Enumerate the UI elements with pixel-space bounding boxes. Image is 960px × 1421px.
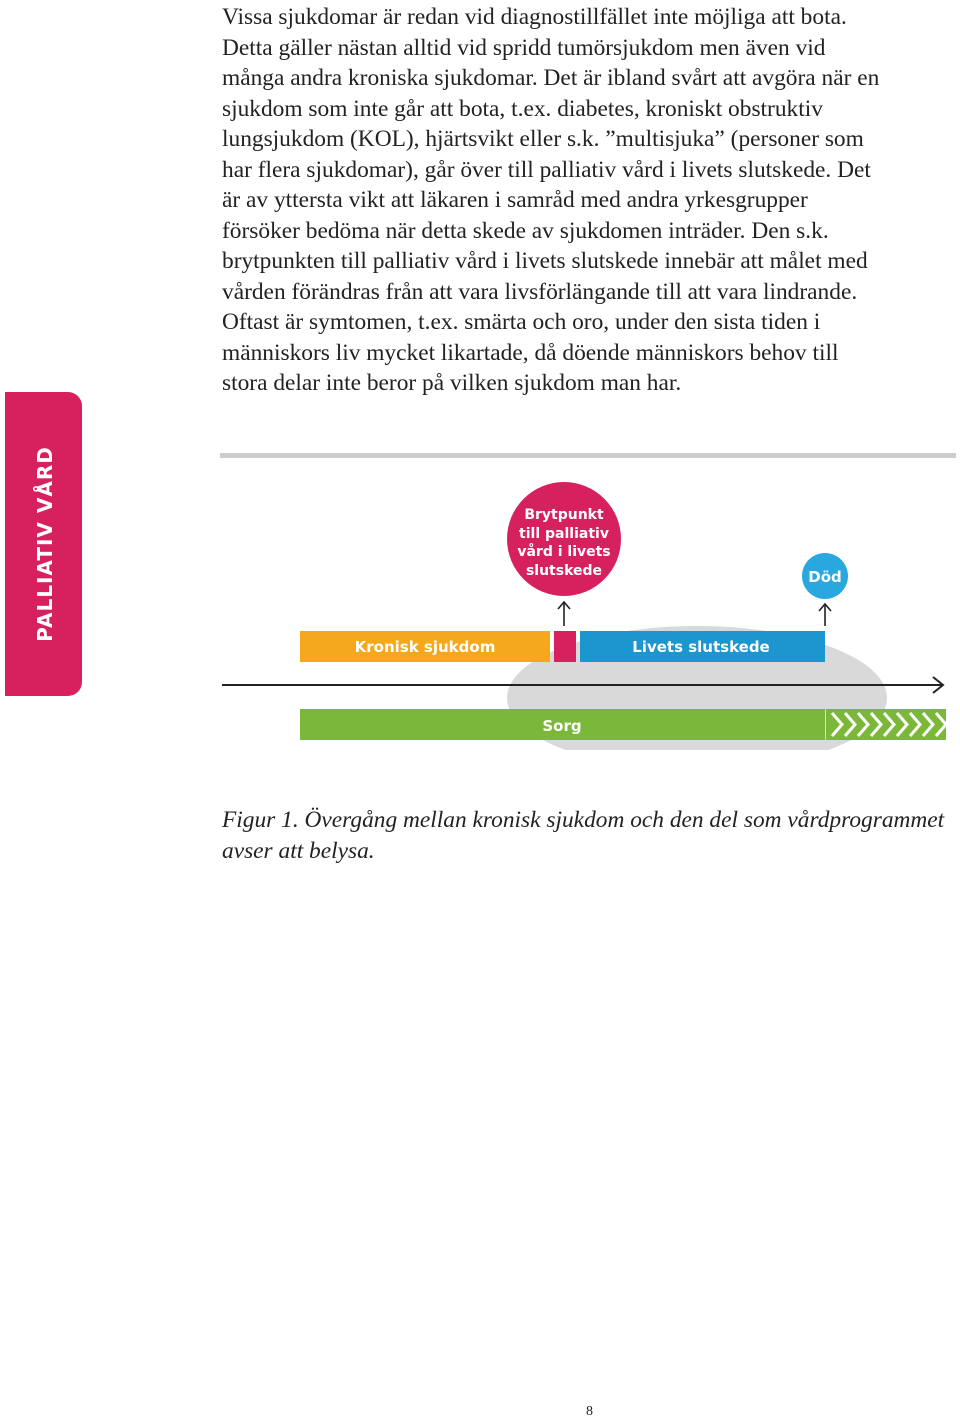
death-label: Död: [808, 568, 842, 586]
body-paragraph: [222, 2, 958, 399]
section-side-tab-label: PALLIATIV VÅRD: [33, 446, 57, 642]
body-line: människors liv mycket likartade, då döende människors behov till: [222, 339, 839, 366]
body-line: vården förändras från att vara livsförlängande till att vara lindrande.: [222, 278, 858, 305]
figure-caption: [222, 805, 945, 867]
page-number: 8: [586, 1404, 593, 1419]
breakpoint-bar: [554, 631, 576, 662]
caption-line: avser att belysa.: [222, 838, 375, 864]
body-line: Detta gäller nästan alltid vid spridd tumörsjukdom men även vid: [222, 34, 826, 61]
grief-label: Sorg: [542, 717, 582, 735]
transition-diagram: [0, 440, 960, 750]
body-line: försöker bedöma när detta skede av sjukdomen inträder. Den s.k.: [222, 217, 829, 244]
chronic-illness-label: Kronisk sjukdom: [354, 638, 496, 656]
end-of-life-label: Livets slutskede: [632, 638, 770, 656]
breakpoint-label-line: slutskede: [525, 563, 603, 579]
grief-continuation-chevrons: [826, 709, 946, 740]
diagram-top-rule: [220, 453, 956, 458]
caption-line: Figur 1. Övergång mellan kronisk sjukdom och den del som vårdprogrammet: [222, 807, 945, 833]
body-line: stora delar inte beror på vilken sjukdom man har.: [222, 370, 682, 396]
breakpoint-label-line: till palliativ: [519, 526, 609, 542]
body-line: har flera sjukdomar), går över till palliativ vård i livets slutskede. Det: [222, 156, 871, 183]
body-line: brytpunkten till palliativ vård i livets slutskede innebär att målet med: [222, 248, 868, 274]
body-line: många andra kroniska sjukdomar. Det är ibland svårt att avgöra när en: [222, 65, 880, 91]
body-line: Vissa sjukdomar är redan vid diagnostillfället inte möjliga att bota.: [222, 4, 847, 30]
breakpoint-label-line: vård i livets: [517, 544, 611, 560]
body-line: lungsjukdom (KOL), hjärtsvikt eller s.k. ”multisjuka” (personer som: [222, 126, 864, 152]
body-line: är av yttersta vikt att läkaren i samråd med andra yrkesgrupper: [222, 187, 808, 213]
body-line: sjukdom som inte går att bota, t.ex. diabetes, kroniskt obstruktiv: [222, 95, 823, 122]
breakpoint-label-line: Brytpunkt: [524, 507, 604, 523]
body-line: Oftast är symtomen, t.ex. smärta och oro, under den sista tiden i: [222, 309, 821, 335]
